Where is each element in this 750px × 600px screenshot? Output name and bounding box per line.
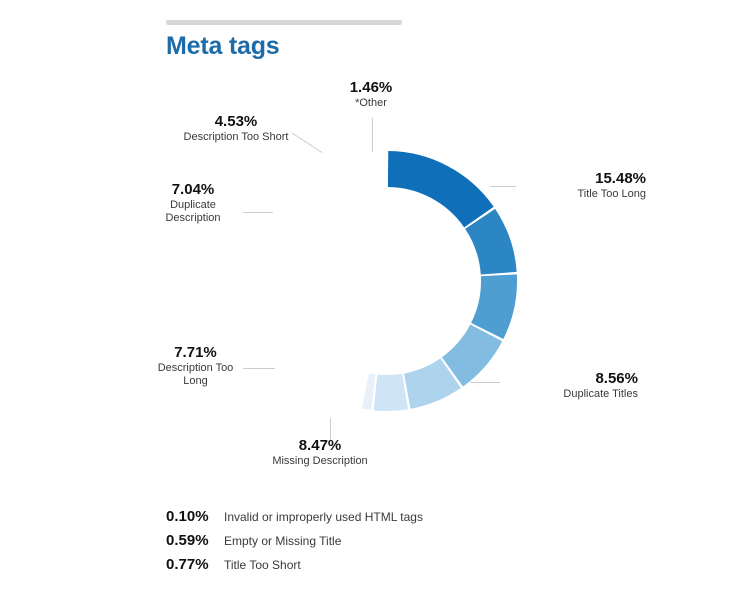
callout-duplicate-titles [498,370,638,401]
slice-title-too-long [388,169,479,217]
footnote-label: Title Too Short [224,558,301,572]
callout-description-too-short-value: 4.53% [214,113,258,130]
slice-other [365,391,373,392]
footnote-value: 0.77% [166,556,209,573]
callout-other-value: 1.46% [349,79,393,96]
callout-description-too-short-label: Description Too Short [183,131,289,143]
slice-description-too-short [376,392,406,393]
callout-duplicate-description-value: 7.04% [171,181,215,198]
footnote-label: Invalid or improperly used HTML tags [224,510,423,524]
callout-missing-description [230,437,410,468]
slice-duplicate-description [407,373,450,391]
slice-missing-description [487,275,499,331]
footnote-label: Empty or Missing Title [224,534,342,548]
callout-description-too-long-value: 7.71% [174,344,217,361]
callout-other-label: *Other [355,97,387,109]
slice-description-too-long [452,333,486,372]
callout-duplicate-description-label: Duplicate Description [165,199,221,224]
list-item [166,556,596,580]
callout-duplicate-titles-value: 8.56% [595,370,638,387]
callout-other [311,79,431,110]
callout-description-too-short [181,113,291,144]
callout-description-too-long [148,344,243,388]
footnote-value: 0.10% [166,508,209,525]
callout-title-too-long [506,170,646,201]
footnote-list [166,508,596,580]
callout-description-too-long-label: Description Too Long [157,362,234,387]
top-divider [166,20,402,25]
list-item [166,508,596,532]
leader-line-duplicate-description [243,212,273,213]
callout-duplicate-description [143,181,243,225]
footnote-value: 0.59% [166,532,209,549]
callout-duplicate-titles-label: Duplicate Titles [563,388,638,400]
page-title: Meta tags [166,32,280,60]
slice-duplicate-titles [480,219,499,273]
leader-line-description-too-long [243,368,275,369]
leader-line-other [372,118,373,152]
callout-missing-description-value: 8.47% [298,437,342,454]
callout-title-too-long-value: 15.48% [595,170,646,187]
donut-chart [249,143,525,419]
list-item [166,532,596,556]
leader-line-duplicate-titles [470,382,500,383]
donut-chart-svg [249,143,525,419]
callout-title-too-long-label: Title Too Long [577,188,646,200]
callout-missing-description-label: Missing Description [272,455,368,467]
